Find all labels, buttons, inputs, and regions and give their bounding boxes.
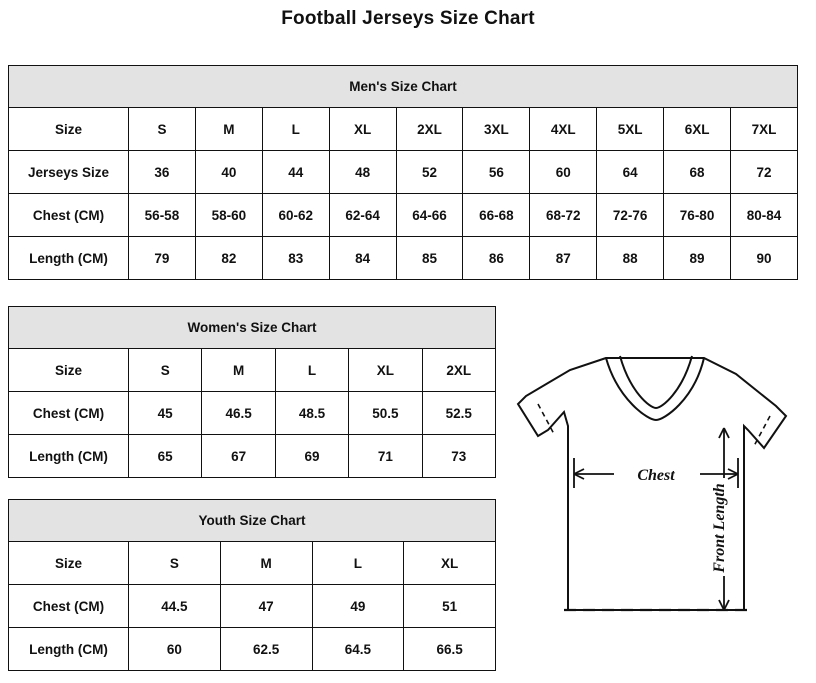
table-caption-row: [9, 500, 496, 542]
table-row: [9, 542, 496, 585]
table-row: [9, 237, 798, 280]
row-label: Chest (CM): [9, 194, 129, 237]
table-cell: 76-80: [664, 194, 731, 237]
table-cell: 50.5: [349, 392, 422, 435]
table-cell: 67: [202, 435, 275, 478]
row-label: Jerseys Size: [9, 151, 129, 194]
table-cell: 7XL: [731, 108, 798, 151]
table-cell: 60: [129, 628, 221, 671]
table-cell: 87: [530, 237, 597, 280]
table-cell: 66-68: [463, 194, 530, 237]
table-cell: 72-76: [597, 194, 664, 237]
table-cell: 83: [262, 237, 329, 280]
table-row: [9, 435, 496, 478]
table-cell: 44: [262, 151, 329, 194]
table-cell: 86: [463, 237, 530, 280]
table-cell: XL: [329, 108, 396, 151]
youth-size-chart-table: [8, 499, 496, 671]
table-cell: 36: [129, 151, 196, 194]
table-cell: 60: [530, 151, 597, 194]
table-cell: 68-72: [530, 194, 597, 237]
table-cell: 64: [597, 151, 664, 194]
table-cell: 82: [195, 237, 262, 280]
table-cell: 62-64: [329, 194, 396, 237]
table-cell: 52.5: [422, 392, 495, 435]
chest-label: Chest: [637, 467, 675, 484]
table-cell: 48: [329, 151, 396, 194]
table-cell: 40: [195, 151, 262, 194]
table-cell: 2XL: [422, 349, 495, 392]
womens-table-caption: Women's Size Chart: [9, 307, 496, 349]
table-cell: 65: [129, 435, 202, 478]
table-cell: M: [202, 349, 275, 392]
table-cell: 5XL: [597, 108, 664, 151]
table-row: [9, 628, 496, 671]
row-label: Length (CM): [9, 237, 129, 280]
table-cell: 64-66: [396, 194, 463, 237]
table-row: [9, 194, 798, 237]
table-caption-row: [9, 307, 496, 349]
table-cell: 48.5: [275, 392, 348, 435]
table-cell: M: [220, 542, 312, 585]
table-cell: 6XL: [664, 108, 731, 151]
row-label: Chest (CM): [9, 392, 129, 435]
table-cell: 72: [731, 151, 798, 194]
table-cell: M: [195, 108, 262, 151]
table-cell: 60-62: [262, 194, 329, 237]
table-cell: 45: [129, 392, 202, 435]
mens-table-caption: Men's Size Chart: [9, 66, 798, 108]
table-row: [9, 151, 798, 194]
row-label: Length (CM): [9, 435, 129, 478]
page-title: Football Jerseys Size Chart: [281, 8, 535, 29]
table-cell: 80-84: [731, 194, 798, 237]
table-row: [9, 349, 496, 392]
womens-size-chart-table: [8, 306, 496, 478]
table-cell: 84: [329, 237, 396, 280]
row-label: Size: [9, 349, 129, 392]
table-cell: XL: [349, 349, 422, 392]
front-length-label: Front Length: [711, 483, 728, 573]
table-row: [9, 392, 496, 435]
table-cell: 71: [349, 435, 422, 478]
table-cell: 58-60: [195, 194, 262, 237]
row-label: Chest (CM): [9, 585, 129, 628]
table-cell: 68: [664, 151, 731, 194]
jersey-measurement-diagram: [508, 338, 804, 638]
table-cell: 4XL: [530, 108, 597, 151]
table-caption-row: [9, 66, 798, 108]
table-cell: 89: [664, 237, 731, 280]
table-cell: 90: [731, 237, 798, 280]
table-cell: 47: [220, 585, 312, 628]
youth-table-caption: Youth Size Chart: [9, 500, 496, 542]
table-row: [9, 108, 798, 151]
row-label: Size: [9, 542, 129, 585]
table-cell: 46.5: [202, 392, 275, 435]
table-cell: 62.5: [220, 628, 312, 671]
table-cell: L: [312, 542, 404, 585]
table-cell: 44.5: [129, 585, 221, 628]
table-cell: 79: [129, 237, 196, 280]
table-cell: 2XL: [396, 108, 463, 151]
table-cell: XL: [404, 542, 496, 585]
table-cell: 51: [404, 585, 496, 628]
row-label: Size: [9, 108, 129, 151]
table-cell: S: [129, 349, 202, 392]
table-cell: 52: [396, 151, 463, 194]
table-cell: 66.5: [404, 628, 496, 671]
table-cell: 56: [463, 151, 530, 194]
table-cell: 69: [275, 435, 348, 478]
row-label: Length (CM): [9, 628, 129, 671]
table-cell: 88: [597, 237, 664, 280]
mens-size-chart-table: [8, 65, 798, 280]
table-cell: S: [129, 542, 221, 585]
table-cell: 49: [312, 585, 404, 628]
table-cell: L: [275, 349, 348, 392]
table-cell: 64.5: [312, 628, 404, 671]
table-cell: 56-58: [129, 194, 196, 237]
table-row: [9, 585, 496, 628]
table-cell: L: [262, 108, 329, 151]
table-cell: 3XL: [463, 108, 530, 151]
table-cell: 85: [396, 237, 463, 280]
table-cell: S: [129, 108, 196, 151]
table-cell: 73: [422, 435, 495, 478]
